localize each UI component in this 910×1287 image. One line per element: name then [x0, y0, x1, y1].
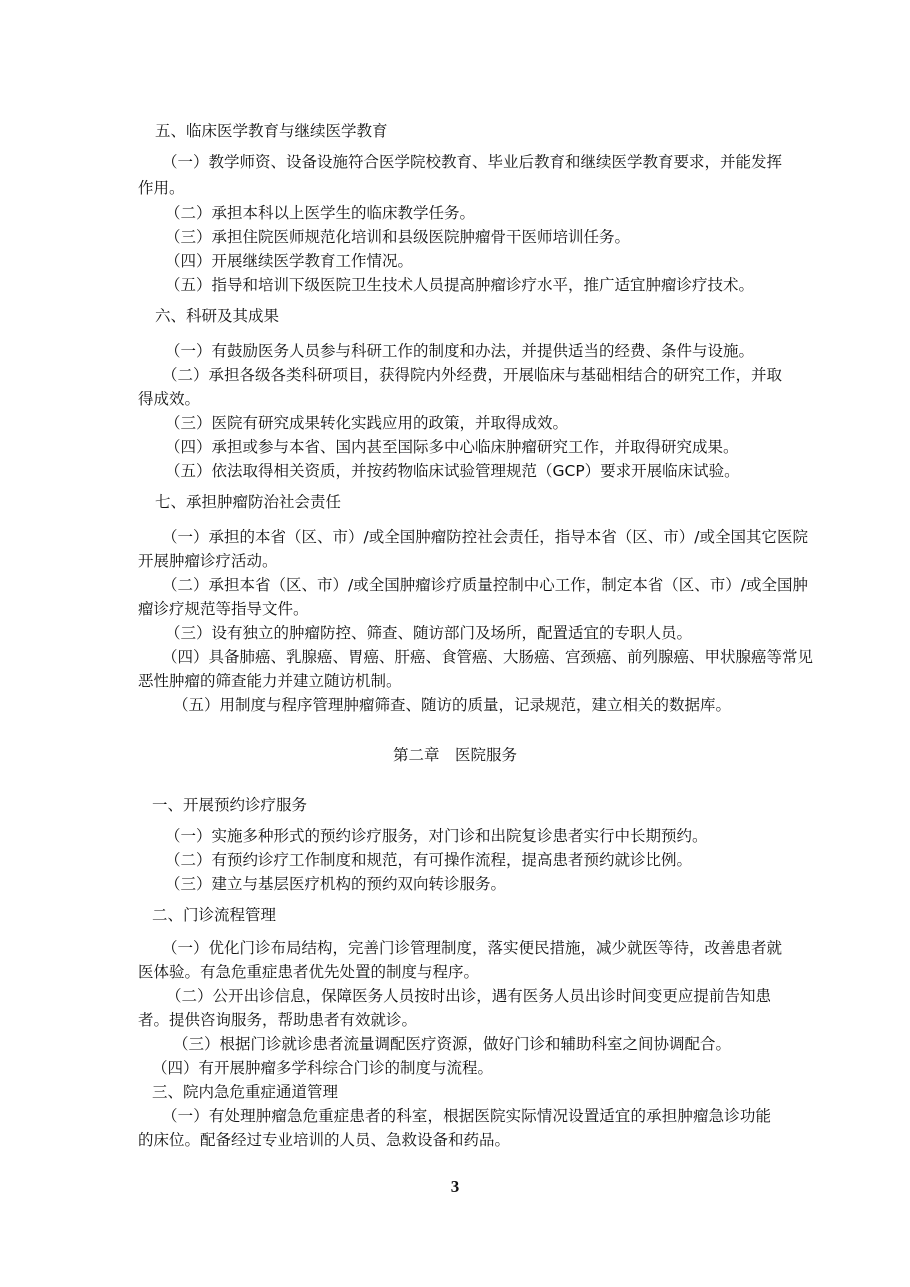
section-heading: 五、临床医学教育与继续医学教育: [155, 122, 388, 140]
list-item: （二）有预约诊疗工作制度和规范，有可操作流程，提高患者预约就诊比例。: [165, 851, 693, 869]
list-item: （一）有鼓励医务人员参与科研工作的制度和办法，并提供适当的经费、条件与设施。: [165, 342, 755, 360]
list-item: （三）医院有研究成果转化实践应用的政策，并取得成效。: [165, 414, 569, 432]
paragraph-line: （二）承担本省（区、市）/或全国肿瘤诊疗质量控制中心工作，制定本省（区、市）/或全国肿: [162, 576, 808, 594]
section-heading: 三、院内急危重症通道管理: [152, 1083, 339, 1101]
chapter-title: 第二章 医院服务: [392, 746, 517, 764]
list-item: （三）根据门诊就诊患者流量调配医疗资源，做好门诊和辅助科室之间协调配合。: [173, 1035, 732, 1053]
paragraph-line: （一）承担的本省（区、市）/或全国肿瘤防控社会责任，指导本省（区、市）/或全国其它医院: [162, 528, 808, 546]
paragraph-line: （一）优化门诊布局结构，完善门诊管理制度，落实便民措施，减少就医等待，改善患者就: [162, 939, 783, 957]
section-heading: 七、承担肿瘤防治社会责任: [155, 493, 342, 511]
paragraph-line: 者。提供咨询服务，帮助患者有效就诊。: [138, 1011, 418, 1029]
paragraph-line: 恶性肿瘤的筛查能力并建立随访机制。: [138, 672, 402, 690]
list-item: （一）实施多种形式的预约诊疗服务，对门诊和出院复诊患者实行中长期预约。: [165, 827, 708, 845]
paragraph-line: （二）公开出诊信息，保障医务人员按时出诊，遇有医务人员出诊时间变更应提前告知患: [166, 987, 771, 1005]
list-item: （五）指导和培训下级医院卫生技术人员提高肿瘤诊疗水平，推广适宜肿瘤诊疗技术。: [165, 276, 755, 294]
list-item: （二）承担本科以上医学生的临床教学任务。: [165, 204, 476, 222]
paragraph-line: 医体验。有急危重症患者优先处置的制度与程序。: [138, 963, 480, 981]
list-item: （五）依法取得相关资质，并按药物临床试验管理规范（GCP）要求开展临床试验。: [165, 462, 740, 480]
list-item: （四）有开展肿瘤多学科综合门诊的制度与流程。: [152, 1059, 494, 1077]
paragraph-line: （一）教学师资、设备设施符合医学院校教育、毕业后教育和继续医学教育要求，并能发挥: [162, 153, 783, 171]
paragraph-line: （二）承担各级各类科研项目，获得院内外经费，开展临床与基础相结合的研究工作，并取: [162, 366, 783, 384]
list-item: （四）承担或参与本省、国内甚至国际多中心临床肿瘤研究工作，并取得研究成果。: [165, 438, 739, 456]
paragraph-line: （四）具备肺癌、乳腺癌、胃癌、肝癌、食管癌、大肠癌、宫颈癌、前列腺癌、甲状腺癌等常见: [162, 648, 814, 666]
list-item: （五）用制度与程序管理肿瘤筛查、随访的质量，记录规范，建立相关的数据库。: [173, 696, 732, 714]
page-number: 3: [450, 1177, 460, 1196]
paragraph-line: 开展肿瘤诊疗活动。: [138, 552, 278, 570]
section-heading: 六、科研及其成果: [155, 307, 280, 325]
paragraph-line: 的床位。配备经过专业培训的人员、急救设备和药品。: [138, 1131, 511, 1149]
paragraph-line: 瘤诊疗规范等指导文件。: [138, 600, 309, 618]
list-item: （四）开展继续医学教育工作情况。: [165, 252, 414, 270]
section-heading: 二、门诊流程管理: [152, 906, 277, 924]
section-heading: 一、开展预约诊疗服务: [152, 796, 308, 814]
paragraph-line: 作用。: [138, 179, 185, 197]
list-item: （三）建立与基层医疗机构的预约双向转诊服务。: [165, 875, 507, 893]
paragraph-line: 得成效。: [138, 390, 201, 408]
paragraph-line: （一）有处理肿瘤急危重症患者的科室，根据医院实际情况设置适宜的承担肿瘤急诊功能: [162, 1107, 771, 1125]
list-item: （三）承担住院医师规范化培训和县级医院肿瘤骨干医师培训任务。: [165, 228, 631, 246]
list-item: （三）设有独立的肿瘤防控、筛查、随访部门及场所，配置适宜的专职人员。: [165, 624, 693, 642]
